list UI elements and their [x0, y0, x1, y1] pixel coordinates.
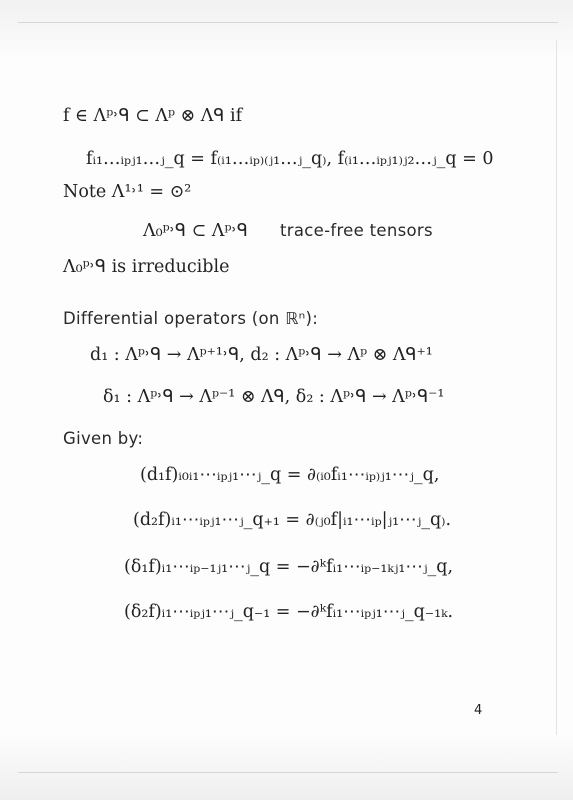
- formula-d2: (d₂f)ᵢ₁⋯ᵢₚⱼ₁⋯ⱼ_q₊₁ = ∂₍ⱼ₀f|ᵢ₁⋯ᵢₚ|ⱼ₁⋯ⱼ_q₎.: [133, 510, 452, 530]
- scan-shadow-top: [0, 0, 573, 60]
- scan-shadow-bottom: [0, 735, 573, 800]
- note-line: Note Λ¹˒¹ = ⊙²: [63, 182, 192, 202]
- scan-edge-right: [556, 40, 557, 740]
- definition-line: f ∈ Λᵖ˒ᑫ ⊂ Λᵖ ⊗ Λᑫ if: [63, 106, 243, 126]
- trace-free-subspace: Λ₀ᵖ˒ᑫ ⊂ Λᵖ˒ᑫ: [143, 221, 248, 241]
- given-by-label: Given by:: [63, 429, 144, 448]
- scan-edge-bottom: [18, 772, 558, 773]
- formula-delta2: (δ₂f)ᵢ₁⋯ᵢₚⱼ₁⋯ⱼ_q₋₁ = −∂ᵏfᵢ₁⋯ᵢₚⱼ₁⋯ⱼ_q₋₁ₖ.: [124, 602, 454, 622]
- operators-d: d₁ : Λᵖ˒ᑫ → Λᵖ⁺¹˒ᑫ, d₂ : Λᵖ˒ᑫ → Λᵖ ⊗ Λᑫ⁺¹: [90, 345, 433, 365]
- scan-edge-top: [18, 22, 558, 23]
- trace-free-label: trace-free tensors: [280, 221, 433, 240]
- irreducible-line: Λ₀ᵖ˒ᑫ is irreducible: [63, 257, 230, 277]
- formula-delta1: (δ₁f)ᵢ₁⋯ᵢₚ₋₁ⱼ₁⋯ⱼ_q = −∂ᵏfᵢ₁⋯ᵢₚ₋₁ₖⱼ₁⋯ⱼ_q,: [124, 557, 454, 577]
- section-heading-operators: Differential operators (on ℝⁿ):: [63, 309, 319, 328]
- symmetry-conditions: fᵢ₁…ᵢₚⱼ₁…ⱼ_q = f₍ᵢ₁…ᵢₚ₎₍ⱼ₁…ⱼ_q₎, f₍ᵢ₁…ᵢₚⱼ₁₎ⱼ₂…ⱼ_q = 0: [86, 149, 494, 169]
- operators-delta: δ₁ : Λᵖ˒ᑫ → Λᵖ⁻¹ ⊗ Λᑫ, δ₂ : Λᵖ˒ᑫ → Λᵖ˒ᑫ⁻¹: [103, 387, 445, 407]
- formula-d1: (d₁f)ᵢ₀ᵢ₁⋯ᵢₚⱼ₁⋯ⱼ_q = ∂₍ᵢ₀fᵢ₁⋯ᵢₚ₎ⱼ₁⋯ⱼ_q,: [140, 465, 440, 485]
- page-number: 4: [474, 703, 483, 718]
